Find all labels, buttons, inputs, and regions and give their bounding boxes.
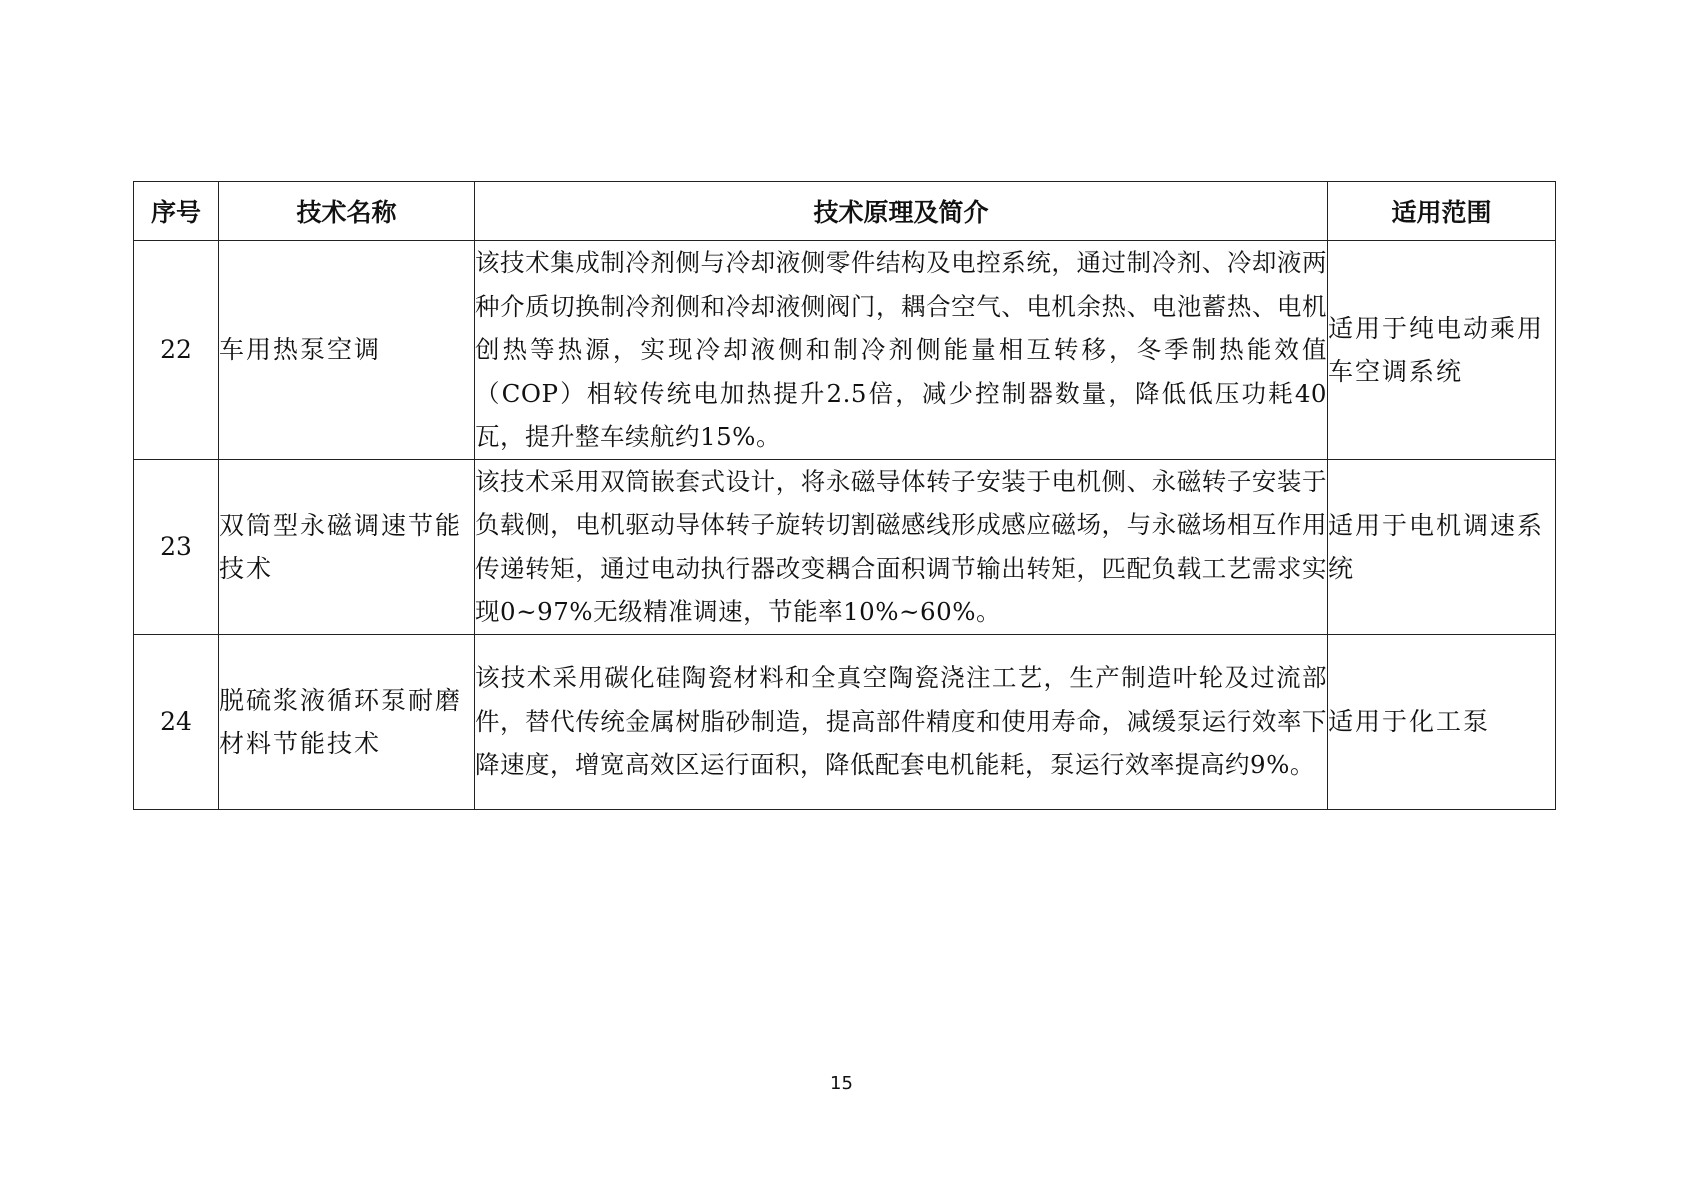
row-serial-number: 22 xyxy=(134,241,219,460)
row-technology-description: 该技术采用碳化硅陶瓷材料和全真空陶瓷浇注工艺，生产制造叶轮及过流部件，替代传统金属树脂砂制造，提高部件精度和使用寿命，减缓泵运行效率下降速度，增宽高效区运行面积，降低配套电机能耗，泵运行效率提高约9%。 xyxy=(475,634,1328,809)
row-serial-number: 24 xyxy=(134,634,219,809)
row-technology-name: 双筒型永磁调速节能技术 xyxy=(219,459,475,634)
row-serial-number: 23 xyxy=(134,459,219,634)
row-applicable-scope: 适用于电机调速系统 xyxy=(1328,459,1556,634)
header-serial-number: 序号 xyxy=(134,182,219,241)
row-technology-name: 脱硫浆液循环泵耐磨材料节能技术 xyxy=(219,634,475,809)
table-row xyxy=(134,634,1556,809)
row-applicable-scope: 适用于纯电动乘用车空调系统 xyxy=(1328,241,1556,460)
header-technology-description: 技术原理及简介 xyxy=(475,182,1328,241)
page-number: 15 xyxy=(830,1073,853,1094)
table-row xyxy=(134,241,1556,460)
header-applicable-scope: 适用范围 xyxy=(1328,182,1556,241)
row-technology-description: 该技术集成制冷剂侧与冷却液侧零件结构及电控系统，通过制冷剂、冷却液两种介质切换制冷剂侧和冷却液侧阀门，耦合空气、电机余热、电池蓄热、电机创热等热源，实现冷却液侧和制冷剂侧能量相互转移，冬季制热能效值（COP）相较传统电加热提升2.5倍，减少控制器数量，降低低压功耗40瓦，提升整车续航约15%。 xyxy=(475,241,1328,460)
row-technology-description: 该技术采用双筒嵌套式设计，将永磁导体转子安装于电机侧、永磁转子安装于负载侧，电机驱动导体转子旋转切割磁感线形成感应磁场，与永磁场相互作用传递转矩，通过电动执行器改变耦合面积调节输出转矩，匹配负载工艺需求实现0~97%无级精准调速，节能率10%~60%。 xyxy=(475,459,1328,634)
technology-table xyxy=(133,181,1556,810)
table-header-row xyxy=(134,182,1556,241)
header-technology-name: 技术名称 xyxy=(219,182,475,241)
table-row xyxy=(134,459,1556,634)
row-applicable-scope: 适用于化工泵 xyxy=(1328,634,1556,809)
row-technology-name: 车用热泵空调 xyxy=(219,241,475,460)
